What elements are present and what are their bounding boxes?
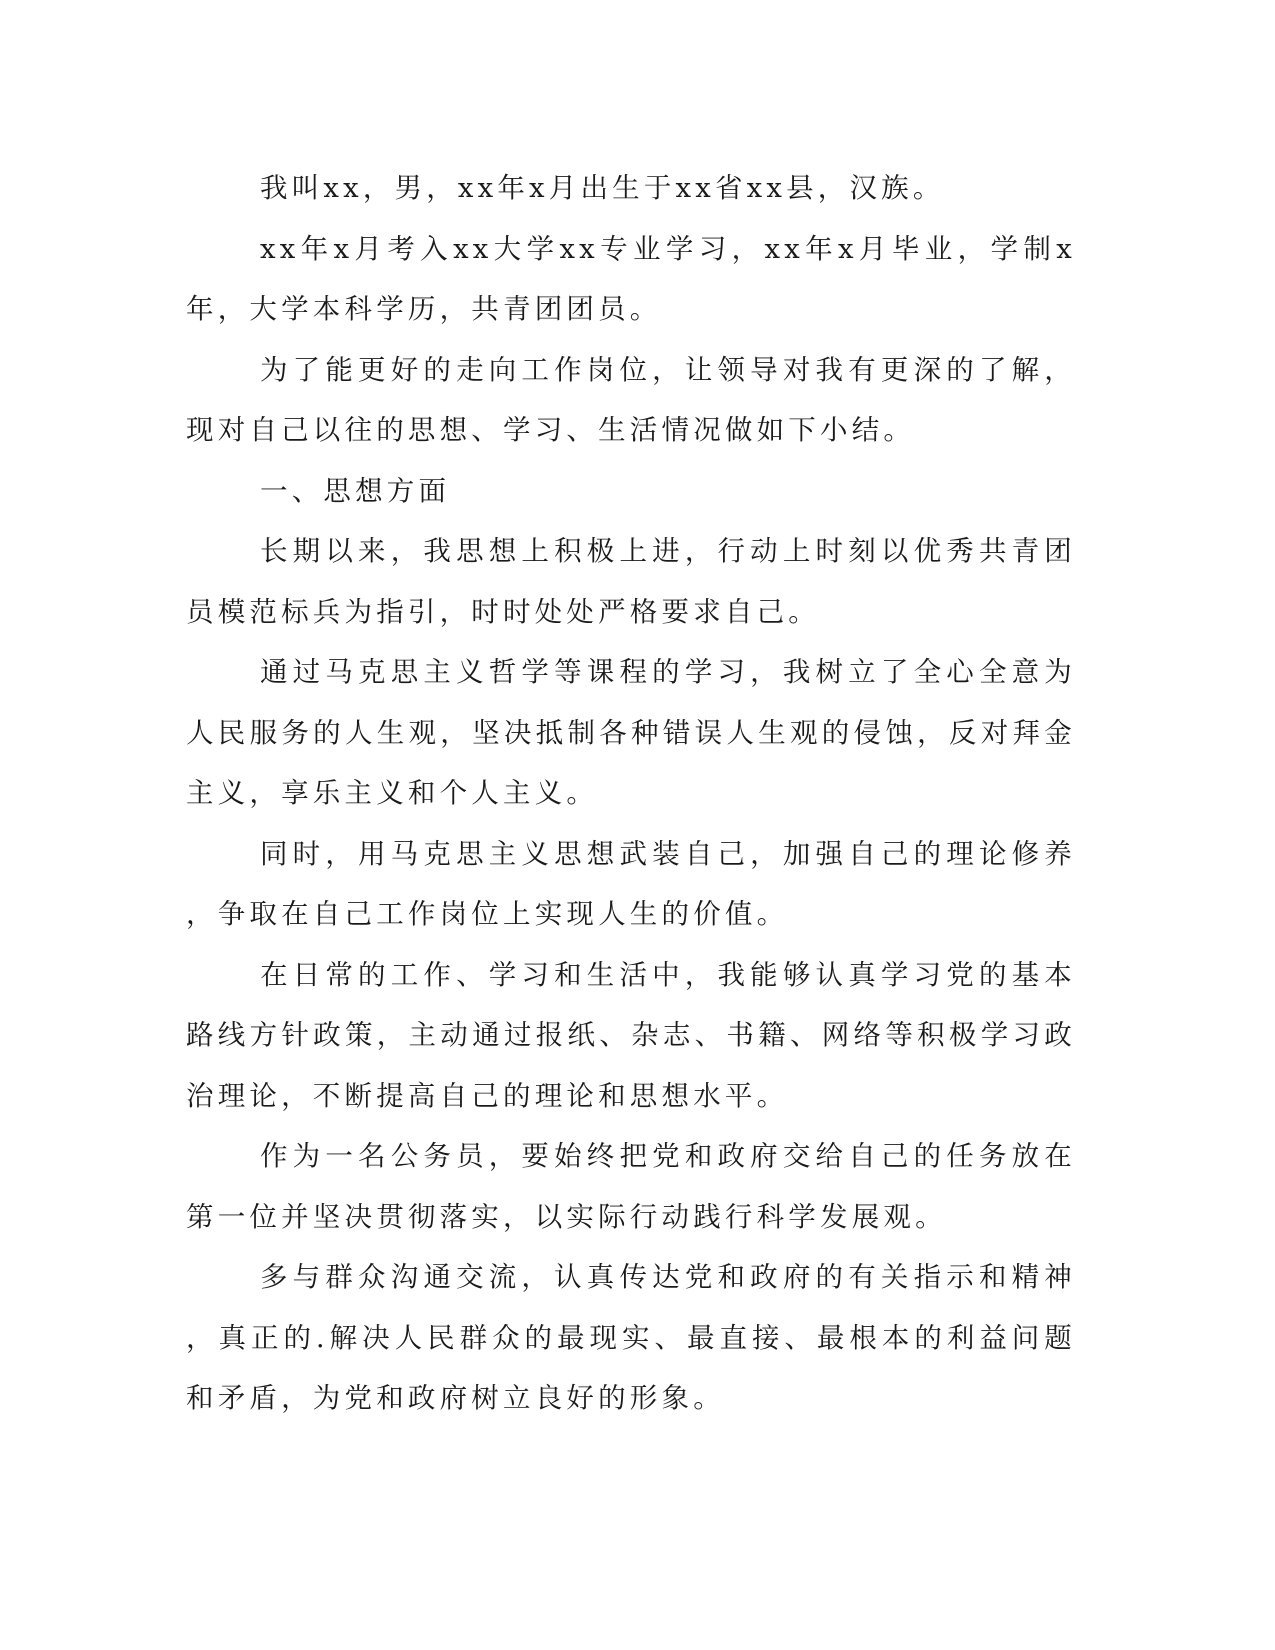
section-heading-thought: 一、思想方面 <box>260 474 451 507</box>
paragraph-thought-4: 在日常的工作、学习和生活中，我能够认真学习党的基本路线方针政策，主动通过报纸、杂志、书籍、网络等积极学习政治理论，不断提高自己的理论和思想水平。 <box>186 958 1076 1112</box>
paragraph-thought-1: 长期以来，我思想上积极上进，行动上时刻以优秀共青团员模范标兵为指引，时时处处严格要求自己。 <box>186 535 1076 628</box>
paragraph-personal-info: 我叫xx，男，xx年x月出生于xx省xx县，汉族。 <box>260 172 945 204</box>
paragraph-intro: 为了能更好的走向工作岗位，让领导对我有更深的了解，现对自己以往的思想、学习、生活情况做如下小结。 <box>186 353 1076 446</box>
paragraph-education: xx年x月考入xx大学xx专业学习，xx年x月毕业，学制x年，大学本科学历，共青团团员。 <box>186 232 1076 325</box>
paragraph-thought-2: 通过马克思主义哲学等课程的学习，我树立了全心全意为人民服务的人生观，坚决抵制各种错误人生观的侵蚀，反对拜金主义，享乐主义和个人主义。 <box>186 656 1076 809</box>
paragraph-thought-6: 多与群众沟通交流，认真传达党和政府的有关指示和精神，真正的.解决人民群众的最现实、最直接、最根本的利益问题和矛盾，为党和政府树立良好的形象。 <box>186 1261 1076 1414</box>
paragraph-thought-3: 同时，用马克思主义思想武装自己，加强自己的理论修养，争取在自己工作岗位上实现人生的价值。 <box>186 837 1076 930</box>
paragraph-thought-5: 作为一名公务员，要始终把党和政府交给自己的任务放在第一位并坚决贯彻落实，以实际行动践行科学发展观。 <box>186 1140 1076 1233</box>
document-body <box>186 158 1076 1429</box>
